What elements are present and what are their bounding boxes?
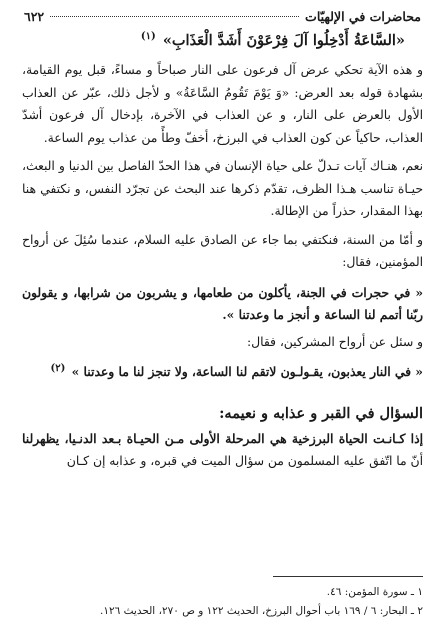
connector-line: و سئل عن أرواح المشركين، فقال: (247, 334, 423, 349)
running-header (22, 8, 423, 26)
footnotes (22, 576, 423, 621)
footnote-rule (273, 576, 423, 577)
paragraph-2: نعم، هنـاك آيات تـدلّ على حياة الإنسان في هذا الحدّ الفاصل بين الدنيا و البعث، حيـاة تناسب هـذا الظرف، تقدّم ذكرها عند البحث عن تجرّد النفس، و نكتفي هنا بهذا المقدار، حذراً من الإطالة. (22, 159, 423, 218)
footnote-2: ٢ ـ البحار: ٦ / ١٦٩ باب أحوال البرزخ، الحديث ١٢٢ و ص ٢٧٠، الحديث ١٢٦. (99, 605, 423, 617)
header-title: محاضرات في الإلهيّات (305, 9, 421, 24)
paragraph-3: و أمّا من السنة، فنكتفي بما جاء عن الصادق عليه السلام، عندما سُئِلَ عن أرواح المؤمنين، فقال: (22, 232, 423, 269)
header-dotted-leader (50, 16, 299, 17)
footnote-1: ١ ـ سورة المؤمن: ٤٦. (326, 586, 423, 598)
hadith-quote-1: « في حجرات في الجنة، يأكلون من طعامها، و يشربون من شرابها، و يقولون ربّنا أتمم لنا الساعة و أنجز ما وعدتنا ». (22, 284, 423, 322)
page-number: ٦٢٢ (24, 9, 45, 24)
quran-verse (22, 29, 405, 53)
paragraph-1: و هذه الآية تحكي عرض آل فرعون على النار صباحاً و مساءً، قبل يوم القيامة، بشهادة قوله بعد العرض: «وَ يَوْمَ تَقُومُ السَّاعَةُ» و لأجل ذلك، عبّر عن العذاب الأول بالعرض على النار، و عن العذاب في الآخرة، بإدخال آل فرعون أشدّ العذاب، حاكياً عن كون العذاب في البرزخ، أخفّ وطأً من عذاب يوم الساعة. (22, 63, 423, 145)
footnote-ref-1: (١) (140, 31, 156, 43)
hadith-quote-2 (22, 361, 423, 384)
hadith-2-text: « في النار يعذبون، يقـولـون لاتقم لنا الساعة، ولا تنجز لنا ما وعدتنا » (71, 364, 423, 379)
section-paragraph (22, 428, 423, 473)
section-text: أنّ ما اتّفق عليه المسلمون من سؤال الميت في قبره، و عذابه إن كـان (66, 454, 423, 468)
section-text-bold: إذا كـانـت الحياة البرزخية هي المرحلة الأولى مـن الحيـاة بـعد الدنـيا، يظهرلنا (22, 430, 423, 446)
footnote-ref-2: (٢) (50, 362, 66, 374)
section-heading: السؤال في القبر و عذابه و نعيمه: (219, 404, 423, 422)
verse-text: «السَّاعَةُ أَدْخِلُوا آلَ فِرْعَوْنَ أَشَدَّ الْعَذَابِ» (162, 32, 405, 49)
